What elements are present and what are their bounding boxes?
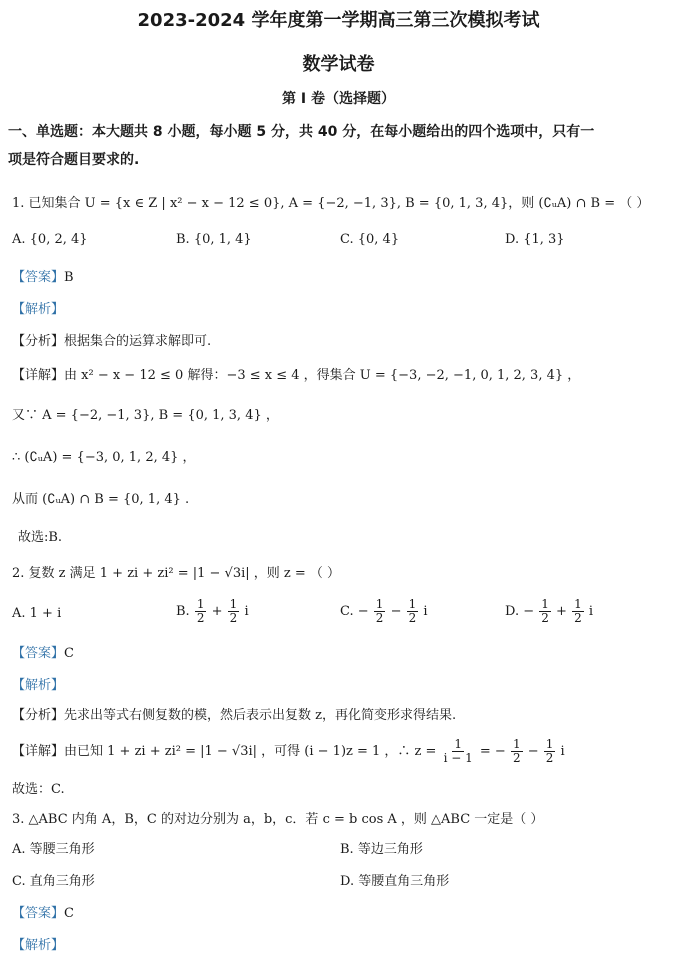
q3-option-c: C. 直角三角形	[12, 874, 95, 889]
jiexi-tag: 【解析】	[12, 678, 65, 693]
q3-option-a: A. 等腰三角形	[12, 842, 95, 857]
fenxi-tag: 【分析】	[12, 708, 65, 723]
fraction: $\frac{1}{2}$	[545, 737, 554, 765]
q1-answer	[12, 270, 74, 286]
q3-answer	[12, 906, 74, 922]
q2-fenxi	[12, 708, 456, 724]
q2-xiangjie-text: 由已知 1 + zi + zi² = |1 − √3i| ，可得 (i − 1)z = 1 ，∴ z =	[64, 744, 437, 759]
q1-stem: 1. 已知集合 U = {x ∈ Z | x² − x − 12 ≤ 0}, A = {−2, −1, 3}, B = {0, 1, 3, 4}，则 (∁ᵤA) ∩ B = （ ）	[12, 196, 650, 211]
fraction: $\frac{1}{2}$	[512, 737, 521, 765]
q3-answer-value: C	[64, 906, 74, 921]
fenxi-tag: 【分析】	[12, 334, 65, 349]
q2-option-c: C. − $\frac{1}{2}$ − $\frac{1}{2}$ i	[340, 597, 428, 625]
q2-fenxi-text: 先求出等式右侧复数的模，然后表示出复数 z，再化简变形求得结果.	[64, 708, 457, 723]
q1-step3: ∴ (∁ᵤA) = {−3, 0, 1, 2, 4} ，	[12, 450, 196, 465]
q1-option-b: B. {0, 1, 4}	[176, 232, 252, 247]
q1-fenxi-text: 根据集合的运算求解即可.	[64, 334, 212, 349]
fraction: $\frac{1}{2}$	[375, 597, 384, 625]
exam-subject: 数学试卷	[302, 54, 375, 75]
q1-step4: 从而 (∁ᵤA) ∩ B = {0, 1, 4} .	[12, 492, 190, 507]
q2-answer-value: C	[64, 646, 74, 661]
q3-option-b: B. 等边三角形	[340, 842, 423, 857]
fraction: $\frac{1}{2}$	[541, 597, 549, 625]
section-heading-line1: 一、单选题：本大题共 8 小题，每小题 5 分，共 40 分，在每小题给出的四个选项中，只有一	[8, 124, 595, 140]
exam-title: 2023-2024 学年度第一学期高三第三次模拟考试	[137, 10, 540, 31]
q1-option-c: C. {0, 4}	[340, 232, 400, 247]
q2-jiexi	[12, 678, 64, 694]
q2-option-d: D. − $\frac{1}{2}$ + $\frac{1}{2}$ i	[505, 597, 594, 625]
q3-stem: 3. △ABC 内角 A，B，C 的对边分别为 a，b，c．若 c = b cos A ，则 △ABC 一定是（ ）	[12, 812, 544, 827]
jiexi-tag: 【解析】	[12, 302, 65, 317]
q3-option-d: D. 等腰直角三角形	[340, 874, 450, 889]
q1-option-a: A. {0, 2, 4}	[12, 232, 88, 247]
fraction: $\frac{1}{2}$	[196, 597, 205, 625]
volume-title: 第 I 卷（选择题）	[282, 91, 395, 107]
q2-answer	[12, 646, 74, 662]
fraction: $\frac{1}{2}$	[229, 597, 238, 625]
q3-jiexi	[12, 938, 64, 954]
q1-xiangjie-text: 由 x² − x − 12 ≤ 0 解得：−3 ≤ x ≤ 4 ，得集合 U = {−3, −2, −1, 0, 1, 2, 3, 4} ，	[64, 368, 581, 383]
fraction: $\frac{1}{2}$	[574, 597, 582, 625]
q2-conclusion: 故选：C.	[12, 782, 65, 797]
jiexi-tag: 【解析】	[12, 938, 65, 953]
answer-tag: 【答案】	[12, 646, 65, 661]
q2-stem: 2. 复数 z 满足 1 + zi + zi² = |1 − √3i| ，则 z = （ ）	[12, 566, 341, 581]
xiangjie-tag: 【详解】	[12, 744, 65, 759]
q2-xiangjie: 【详解】由已知 1 + zi + zi² = |1 − √3i| ，可得 (i − 1)z = 1 ，∴ z = $\frac{1}{i - 1}$ = − $\frac{1}{2}$ − $\frac{1}{2}$ i	[12, 737, 565, 765]
q1-xiangjie	[12, 368, 580, 384]
q1-jiexi	[12, 302, 64, 318]
section-heading-line2: 项是符合题目要求的.	[8, 152, 140, 168]
answer-tag: 【答案】	[12, 270, 65, 285]
xiangjie-tag: 【详解】	[12, 368, 65, 383]
q1-conclusion: 故选:B.	[18, 530, 63, 545]
fraction: $\frac{1}{i - 1}$	[443, 737, 473, 765]
q2-option-a: A. 1 + i	[12, 606, 62, 621]
q1-option-d: D. {1, 3}	[505, 232, 565, 247]
q1-fenxi	[12, 334, 211, 350]
q1-answer-value: B	[64, 270, 74, 285]
fraction: $\frac{1}{2}$	[408, 597, 417, 625]
answer-tag: 【答案】	[12, 906, 65, 921]
q2-option-b: B. $\frac{1}{2}$ + $\frac{1}{2}$ i	[176, 597, 249, 625]
q1-step2: 又∵ A = {−2, −1, 3}, B = {0, 1, 3, 4} ，	[12, 408, 279, 423]
